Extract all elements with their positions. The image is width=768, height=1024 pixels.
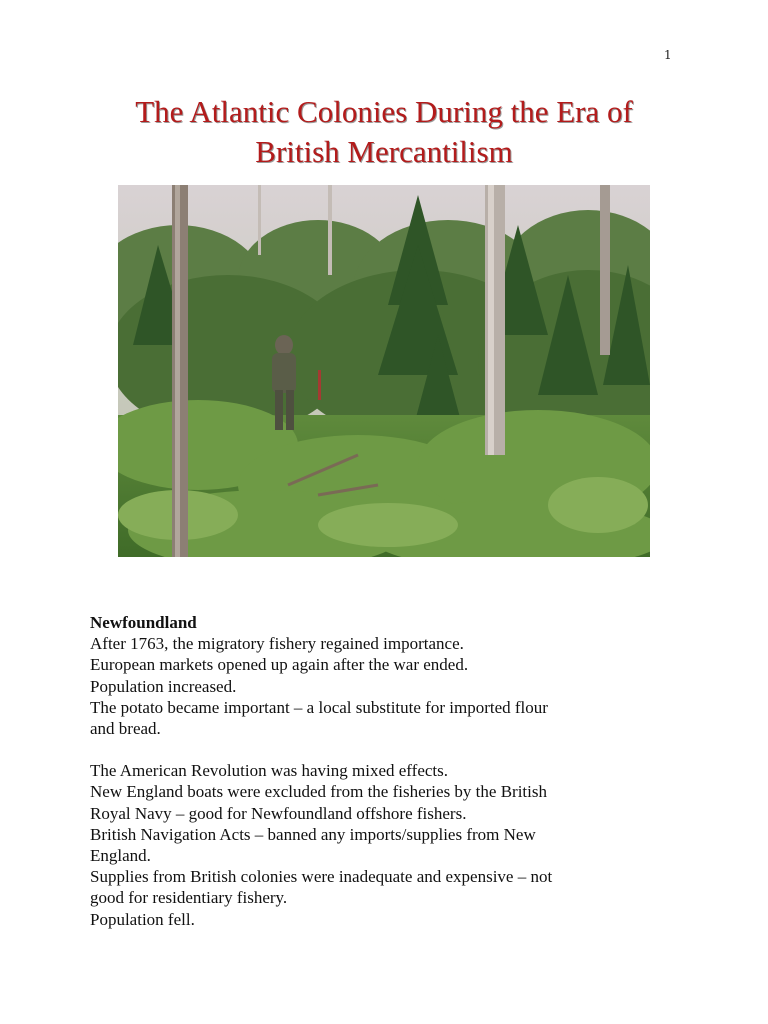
title-line-1: The Atlantic Colonies During the Era of [135, 94, 633, 129]
paragraph-gap [90, 739, 690, 760]
page-number: 1 [664, 48, 672, 62]
forest-photo-illustration [118, 185, 650, 557]
body-line: England. [90, 846, 151, 866]
body-line: The American Revolution was having mixed effects. [90, 761, 449, 781]
body-text [90, 612, 690, 930]
title-line-2: British Mercantilism [255, 134, 513, 169]
body-line: The potato became important – a local substitute for imported flour [90, 697, 548, 717]
body-line: Population fell. [90, 909, 195, 929]
section-heading: Newfoundland [90, 613, 197, 632]
body-line: and bread. [90, 719, 161, 739]
body-line: good for residentiary fishery. [90, 888, 288, 908]
body-line: New England boats were excluded from the fisheries by the British [90, 782, 547, 802]
body-line: After 1763, the migratory fishery regained importance. [90, 634, 464, 654]
body-line: Royal Navy – good for Newfoundland offshore fishers. [90, 803, 467, 823]
body-line: Supplies from British colonies were inadequate and expensive – not [90, 867, 553, 887]
forest-photo [118, 185, 650, 557]
body-line: European markets opened up again after the war ended. [90, 655, 469, 675]
body-line: British Navigation Acts – banned any imports/supplies from New [90, 824, 536, 844]
body-line: Population increased. [90, 676, 237, 696]
document-title [60, 92, 708, 172]
